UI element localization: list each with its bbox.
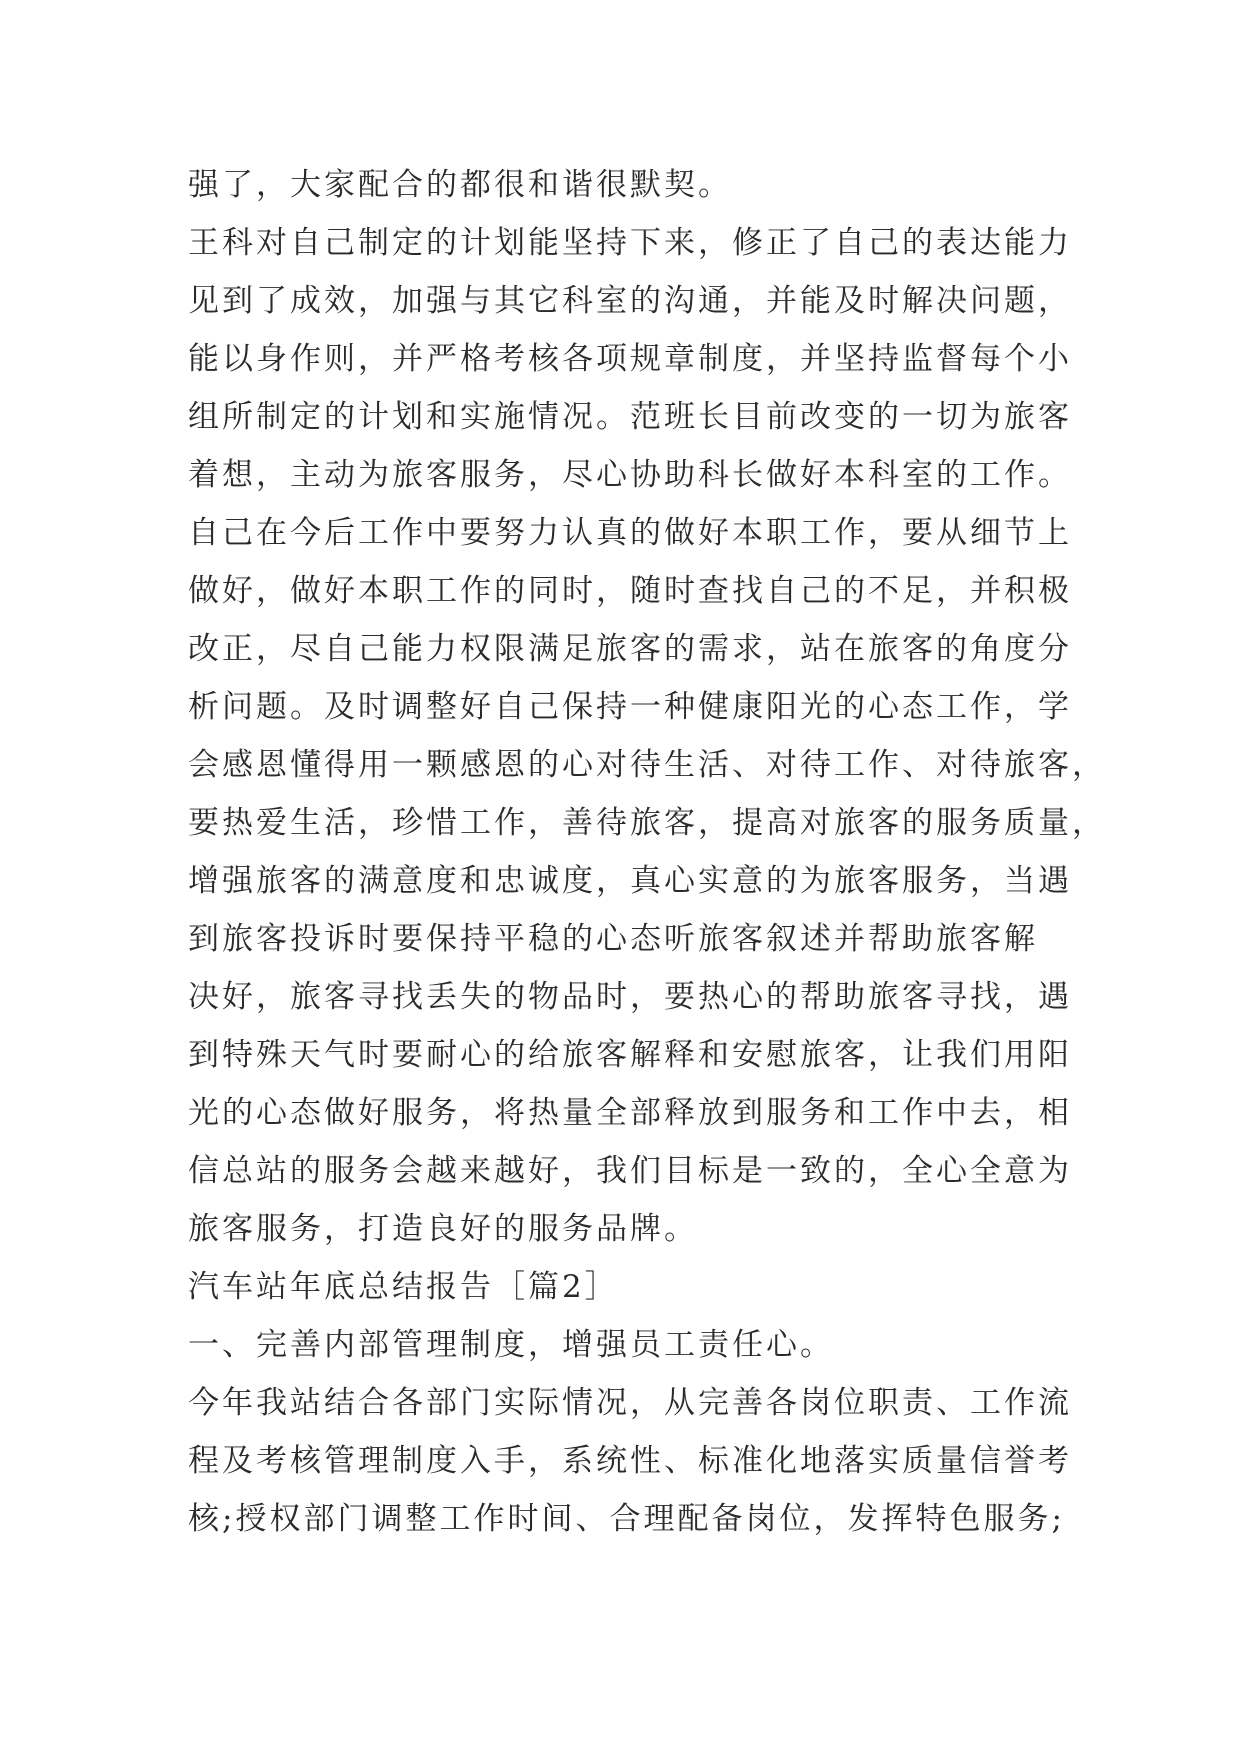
text-line: 强了，大家配合的都很和谐很默契。 xyxy=(188,167,732,203)
text-line: 自己在今后工作中要努力认真的做好本职工作，要从细节上 xyxy=(188,515,1072,551)
text-line: 见到了成效，加强与其它科室的沟通，并能及时解决问题， xyxy=(188,283,1072,319)
text-line: 要热爱生活，珍惜工作，善待旅客，提高对旅客的服务质量， xyxy=(188,805,1106,841)
text-line: 核;授权部门调整工作时间、合理配备岗位，发挥特色服务; xyxy=(188,1501,1065,1537)
text-line: 到特殊天气时要耐心的给旅客解释和安慰旅客，让我们用阳 xyxy=(188,1037,1072,1073)
text-line: 光的心态做好服务，将热量全部释放到服务和工作中去，相 xyxy=(188,1095,1072,1131)
text-line: 决好，旅客寻找丢失的物品时，要热心的帮助旅客寻找，遇 xyxy=(188,979,1072,1015)
text-line: 王科对自己制定的计划能坚持下来，修正了自己的表达能力 xyxy=(188,225,1072,261)
text-line: 到旅客投诉时要保持平稳的心态听旅客叙述并帮助旅客解 xyxy=(188,921,1038,957)
text-line: 今年我站结合各部门实际情况，从完善各岗位职责、工作流 xyxy=(188,1385,1072,1421)
text-line: 做好，做好本职工作的同时，随时查找自己的不足，并积极 xyxy=(188,573,1072,609)
text-line: 程及考核管理制度入手，系统性、标准化地落实质量信誉考 xyxy=(188,1443,1072,1479)
text-line: 能以身作则，并严格考核各项规章制度，并坚持监督每个小 xyxy=(188,341,1072,377)
text-line: 增强旅客的满意度和忠诚度，真心实意的为旅客服务，当遇 xyxy=(188,863,1072,899)
section-heading: 汽车站年底总结报告［篇2］ xyxy=(188,1269,619,1305)
text-line: 旅客服务，打造良好的服务品牌。 xyxy=(188,1211,698,1247)
body-text xyxy=(188,156,1106,1548)
text-line: 组所制定的计划和实施情况。范班长目前改变的一切为旅客 xyxy=(188,399,1072,435)
text-line: 会感恩懂得用一颗感恩的心对待生活、对待工作、对待旅客， xyxy=(188,747,1106,783)
text-line: 改正，尽自己能力权限满足旅客的需求，站在旅客的角度分 xyxy=(188,631,1072,667)
text-line: 析问题。及时调整好自己保持一种健康阳光的心态工作，学 xyxy=(188,689,1072,725)
text-line: 信总站的服务会越来越好，我们目标是一致的，全心全意为 xyxy=(188,1153,1072,1189)
text-line: 着想，主动为旅客服务，尽心协助科长做好本科室的工作。 xyxy=(188,457,1072,493)
subsection-heading: 一、完善内部管理制度，增强员工责任心。 xyxy=(188,1327,834,1363)
